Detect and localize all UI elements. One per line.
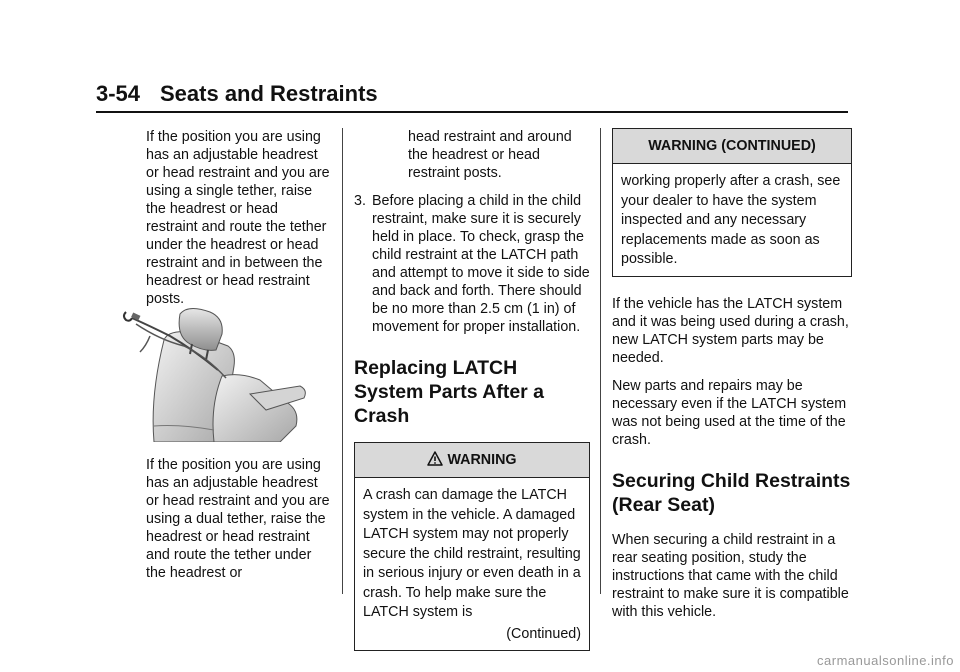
column-3 — [612, 128, 852, 621]
warning-body — [355, 478, 589, 650]
watermark: carmanualsonline.info — [817, 653, 954, 668]
warning-body — [613, 164, 851, 276]
warning-text: A crash can damage the LATCH system in the vehicle. A damaged LATCH system may not properly secure the child restraint, resulting in serious injury or even death in a crash. To help make sure the LATCH system is — [363, 487, 581, 620]
section-heading: Replacing LATCH System Parts After a Crash — [354, 357, 545, 427]
paragraph-rear-seat: When securing a child restraint in a rear seating position, study the instructions that came with the child restraint to make sure it is compatible with this vehicle. — [612, 531, 849, 620]
page-number: 3-54 — [96, 81, 141, 106]
paragraph-latch-used: If the vehicle has the LATCH system and it was being used during a crash, new LATCH system parts may be needed. — [612, 295, 849, 366]
warning-box — [354, 442, 590, 651]
paragraph-continued: head restraint and around the headrest or head restraint posts. — [408, 129, 572, 181]
section-heading: Securing Child Restraints (Rear Seat) — [612, 469, 851, 516]
warning-triangle-icon — [427, 451, 443, 466]
warning-continued: (Continued) — [506, 625, 581, 642]
column-divider — [342, 128, 343, 594]
page-header — [96, 81, 848, 113]
column-divider — [600, 128, 601, 594]
column-1-lower — [146, 456, 332, 582]
child-seat-tether-illustration — [110, 306, 310, 442]
paragraph-latch-not-used: New parts and repairs may be necessary even if the LATCH system was not being used at the time of the crash. — [612, 377, 847, 448]
warning-header — [355, 443, 589, 478]
warning-header: WARNING (CONTINUED) — [613, 129, 851, 164]
warning-box-continued — [612, 128, 852, 277]
warning-title: WARNING — [447, 452, 517, 468]
paragraph-single-tether: If the position you are using has an adjustable headrest or head restraint and you are using a single tether, raise the headrest or head restraint and route the tether under the headrest or head restraint and in between the headrest or head restraint posts. — [146, 129, 330, 307]
paragraph-dual-tether: If the position you are using has an adjustable headrest or head restraint and you are using a dual tether, raise the headrest or head restraint and route the tether under the headrest or — [146, 457, 330, 581]
step-3 — [354, 192, 590, 336]
column-1 — [146, 128, 332, 318]
step-number: 3. — [354, 193, 366, 209]
warning-text: working properly after a crash, see your dealer to have the system inspected and any necessary replacements made as soon as possible. — [621, 173, 841, 267]
section-title: Seats and Restraints — [160, 81, 378, 106]
step-text: Before placing a child in the child restraint, make sure it is securely held in place. To check, grasp the child restraint at the LATCH path and attempt to move it side to side and back and forth. There should be no more than 2.5 cm (1 in) of movement for proper installation. — [372, 193, 590, 335]
column-2 — [354, 128, 590, 651]
